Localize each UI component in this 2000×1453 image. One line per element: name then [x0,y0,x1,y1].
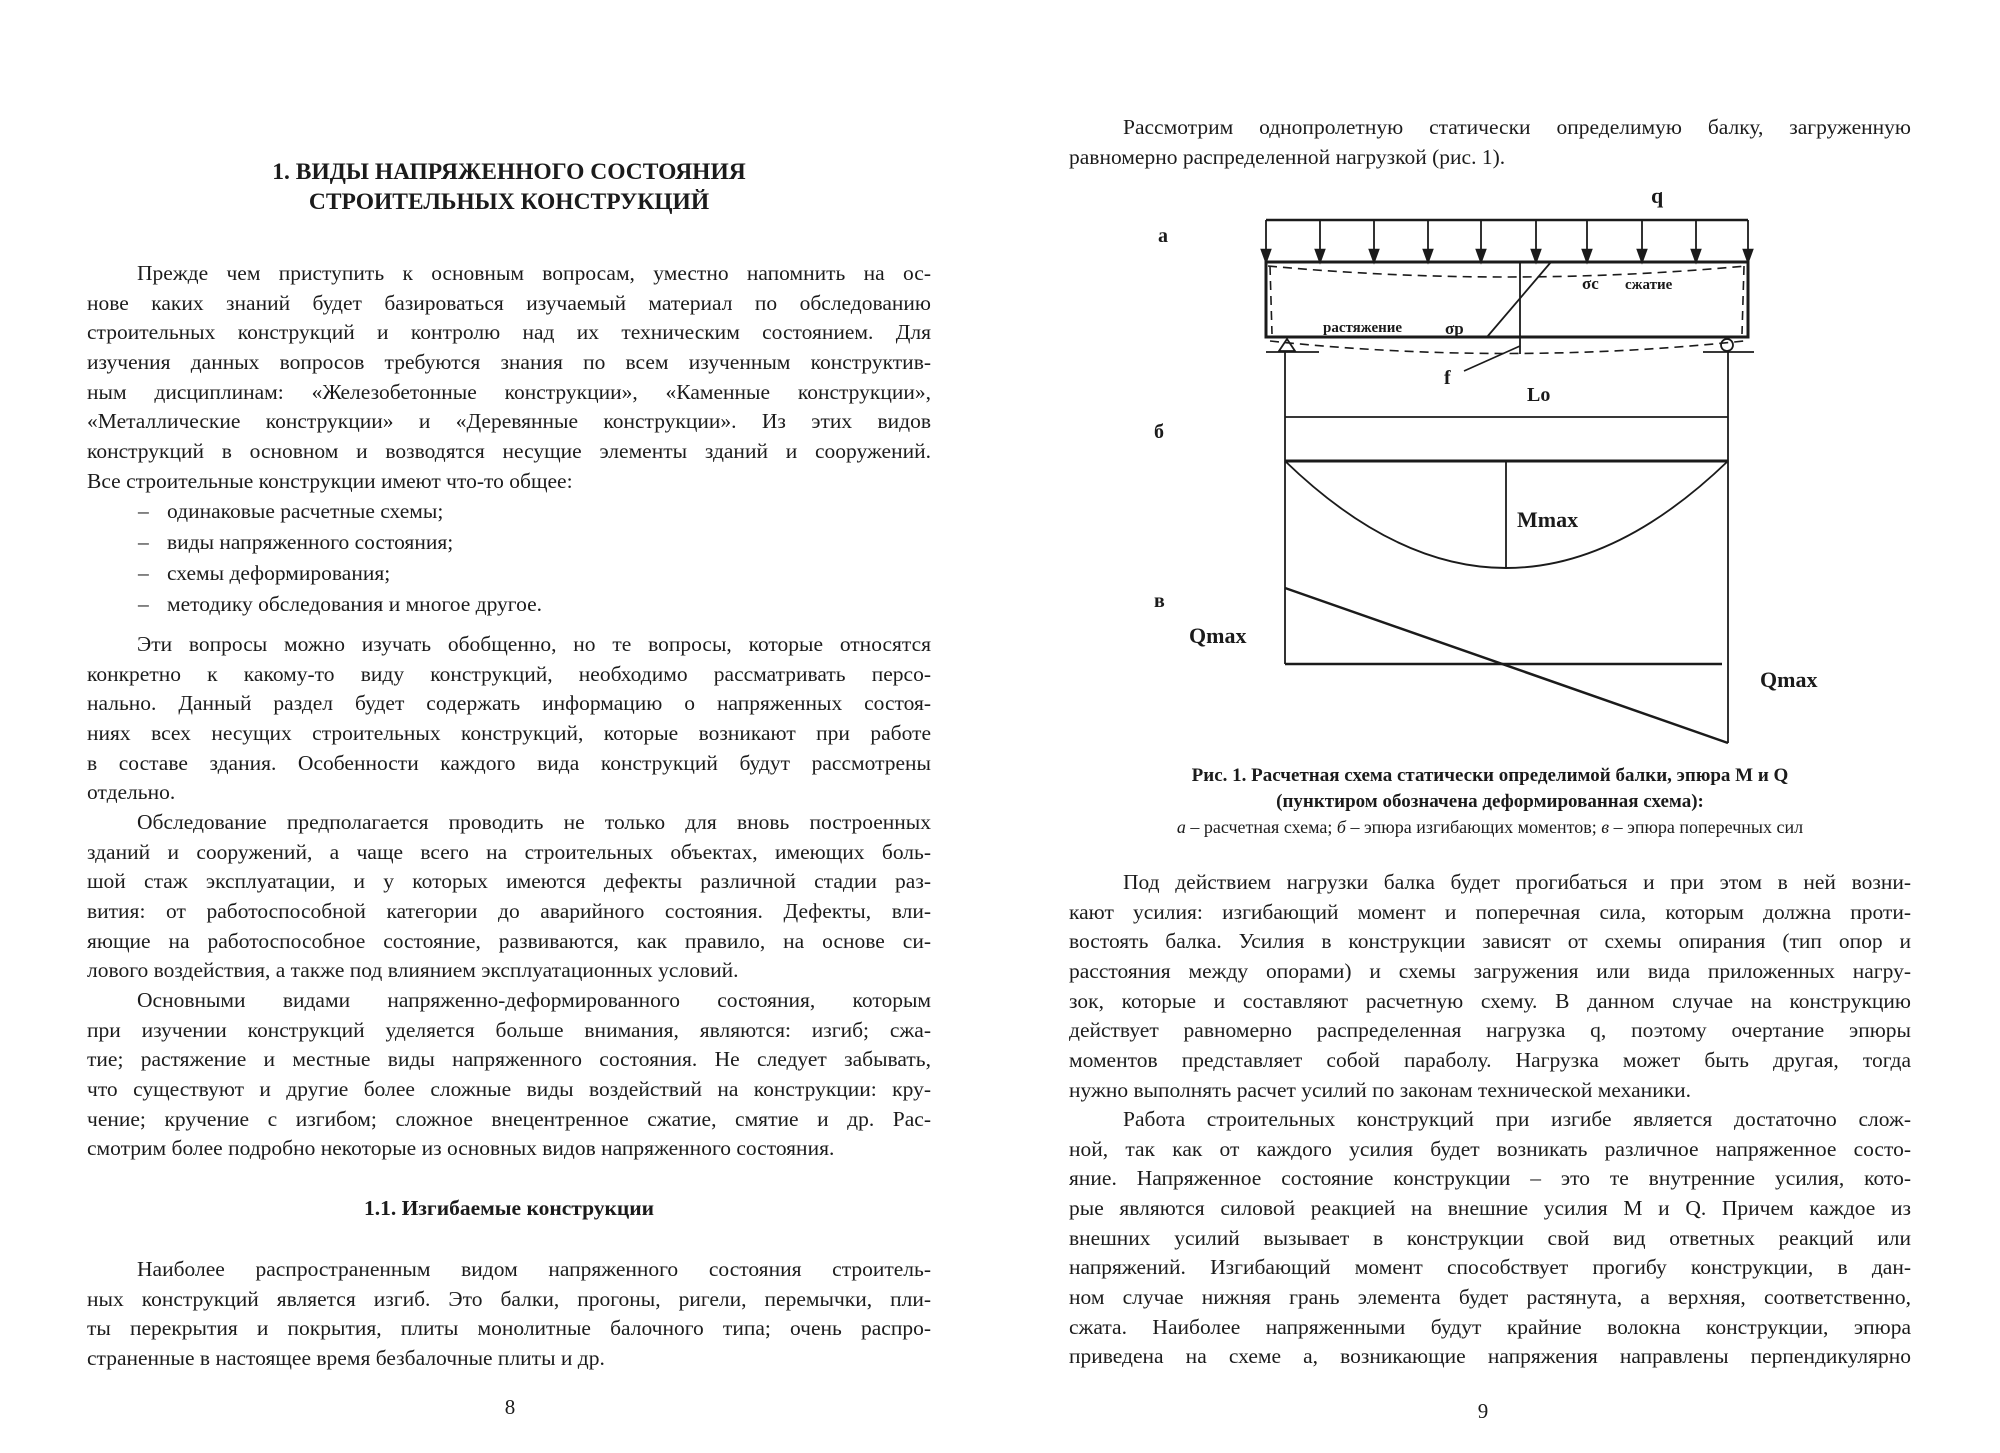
stress-diagram-line [1487,262,1551,337]
dash-bullet: – [138,561,149,585]
text-line: изучения данных вопросов требуются знания по всем изученным конструктив- [87,349,931,374]
text-line: моментов представляет собой параболу. Нагрузка может быть другая, тогда [1069,1047,1911,1072]
text-line: отдельно. [87,780,176,805]
text-line: в составе здания. Особенности каждого вида конструкций будут рассмотрены [87,750,931,775]
list-item-text: виды напряженного состояния; [167,530,454,554]
deformed-top-dashed [1268,266,1746,277]
arrow-head-icon [1477,250,1485,261]
text-line: чение; кручение с изгибом; сложное внецентренное сжатие, смятие и др. Рас- [87,1106,931,1131]
sigma-c-label: σс [1582,274,1599,293]
sigma-p-label: σр [1445,319,1464,338]
dash-bullet: – [138,499,149,523]
arrow-head-icon [1692,250,1700,261]
text-line: страненные в настоящее время безбалочные плиты и др. [87,1345,605,1370]
paragraph [1069,1105,1911,1372]
text-line: смотрим более подробно некоторые из основных видов напряженного состояния. [87,1136,835,1161]
text-line: Работа строительных конструкций при изгибе является достаточно слож- [1123,1107,1911,1131]
text-line: востоять балка. Усилия в конструкции зависят от схемы опирания (тип опор и [1069,929,1911,954]
text-line: Все строительные конструкции имеют что-то общее: [87,468,573,493]
arrow-head-icon [1316,250,1324,261]
arrow-head-icon [1532,250,1540,261]
text-line: Эти вопросы можно изучать обобщенно, но те вопросы, которые относятся [137,632,931,656]
label-v: в [1154,590,1165,612]
text-line: тие; растяжение и местные виды напряженного состояния. Не следует забывать, [87,1047,931,1072]
arrow-head-icon [1638,250,1646,261]
load-arrows [1262,220,1752,261]
text-line: приведена на схеме а, возникающие напряжения направлены перпендикулярно [1069,1344,1911,1369]
text-line: ным дисциплинам: «Железобетонные конструкции», «Каменные конструкции», [87,379,931,404]
caption-key: а [1176,817,1186,837]
text-line: действует равномерно распределенная нагрузка q, поэтому очертание эпюры [1069,1018,1911,1043]
text-line: яние. Напряженное состояние конструкции – это те внутренние усилия, кото- [1069,1166,1911,1191]
text-line: сжата. Наиболее напряженными будут крайние волокна конструкции, эпюра [1069,1314,1911,1339]
figure-caption [1069,763,1911,840]
deflection-f-label: f [1444,367,1451,389]
text-line: расстояния между опорами) и схемы загружения или вида приложенных нагру- [1069,958,1911,983]
text-line: ном случае нижняя грань элемента будет растянута, а верхняя, соответственно, [1069,1284,1911,1309]
text-line: нально. Данный раздел будет содержать информацию о напряженных состоя- [87,691,931,716]
page-number: 9 [1477,1399,1489,1423]
text-line: что существуют и другие более сложные виды воздействий на конструкции: кру- [87,1076,931,1101]
text-line: Обследование предполагается проводить не только для вновь построенных [137,810,931,834]
arrow-head-icon [1744,250,1752,261]
deflection-leader [1464,346,1520,371]
caption-legend [1069,814,1911,840]
text-line: шой стаж эксплуатации, и у которых имеются дефекты различной стадии раз- [87,869,931,894]
text-line: Рассмотрим однопролетную статически определимую балку, загруженную [1123,115,1911,139]
text-line: строительных конструкций и контролю над их техническим состоянием. Для [87,320,931,345]
text-line: Основными видами напряженно-деформированного состояния, которым [137,988,931,1012]
text-line: кают усилия: изгибающий момент и поперечная сила, которым должна проти- [1069,899,1911,924]
text-line: внешних усилий вызывает в конструкции свой вид ответных реакций или [1069,1225,1911,1250]
text-line: напряжений. Изгибающий момент способствует прогибу конструкции, в дан- [1069,1255,1911,1280]
text-line: при изучении конструкций уделяется больше внимания, являются: изгиб; сжа- [87,1017,931,1042]
text-line: Прежде чем приступить к основным вопросам, уместно напомнить на ос- [137,261,931,285]
caption-text: – эпюра изгибающих моментов; [1345,817,1602,837]
text-line: Наиболее распространенным видом напряженного состояния строитель- [137,1257,931,1281]
text-line: яющие на работоспособное состояние, развиваются, как правило, на основе си- [87,928,931,953]
text-line: зок, которые и составляют расчетную схему. В данном случае на конструкцию [1069,988,1911,1013]
tension-label: растяжение [1323,320,1403,336]
text-line: «Металлические конструкции» и «Деревянные конструкции». Из этих видов [87,409,931,434]
list-item-text: одинаковые расчетные схемы; [167,499,444,523]
text-line: ты перекрытия и покрытия, плиты монолитные балочного типа; очень распро- [87,1316,931,1341]
dash-bullet: – [138,592,149,616]
caption-text: – эпюра поперечных сил [1609,817,1804,837]
dash-bullet: – [138,530,149,554]
arrow-head-icon [1262,250,1270,261]
text-line: лового воздействия, а также под влиянием эксплуатационных условий. [87,958,739,983]
text-line: рые являются силовой реакцией на внешние усилия M и Q. Причем каждое из [1069,1195,1911,1220]
chapter-title-line: СТРОИТЕЛЬНЫХ КОНСТРУКЦИЙ [308,189,710,215]
paragraph [1069,868,1911,1105]
section-heading: 1.1. Изгибаемые конструкции [363,1196,655,1220]
span-Lo-label: Lo [1527,384,1551,406]
list-item-text: схемы деформирования; [167,561,391,585]
text-line: зданий и сооружений, а чаще всего на строительных объектах, имеющих боль- [87,839,931,864]
qmax-right-label: Qmax [1760,667,1818,692]
page-number: 8 [504,1395,516,1419]
text-line: конкретно к какому-то виду конструкций, необходимо рассматривать персо- [87,661,931,686]
caption-subtitle: (пунктиром обозначена деформированная схема): [1276,790,1704,812]
caption-title: Рис. 1. Расчетная схема статически определимой балки, эпюра M и Q [1191,765,1789,786]
shear-line [1285,588,1728,743]
caption-key: в [1601,817,1610,837]
arrow-head-icon [1370,250,1378,261]
chapter-title-line: 1. ВИДЫ НАПРЯЖЕННОГО СОСТОЯНИЯ [272,159,746,185]
arrow-head-icon [1424,250,1432,261]
roller-support-icon [1721,339,1733,351]
text-line: нужно выполнять расчет усилий по законам технической механики. [1069,1077,1692,1102]
mmax-label: Mmax [1517,507,1579,532]
text-line: ных конструкций является изгиб. Это балки, прогоны, ригели, перемычки, пли- [87,1286,931,1311]
text-line: Под действием нагрузки балка будет прогибаться и при этом в ней возни- [1123,870,1911,894]
list-item-text: методику обследования и многое другое. [167,592,543,616]
qmax-left-label: Qmax [1189,623,1247,648]
text-line: нове каких знаний будет базироваться изучаемый материал по обследованию [87,290,931,315]
pin-support-icon [1279,339,1295,351]
text-line: конструкций в основном и возводятся несущие элементы зданий и сооружений. [87,438,931,463]
label-b: б [1154,421,1164,443]
label-a: а [1158,225,1168,247]
load-q-label: q [1651,183,1664,208]
text-line: вития: от работоспособной категории до аварийного состояния. Дефекты, вли- [87,898,931,923]
caption-key: б [1336,817,1346,837]
caption-text: – расчетная схема; [1185,817,1337,837]
arrow-head-icon [1583,250,1591,261]
text-line: равномерно распределенной нагрузкой (рис. 1). [1069,144,1506,169]
text-line: ниях всех несущих строительных конструкций, которые возникают при работе [87,720,931,745]
text-line: ной, так как от каждого усилия будет возникать различное напряженное состо- [1069,1136,1911,1161]
compression-label: сжатие [1625,277,1673,293]
